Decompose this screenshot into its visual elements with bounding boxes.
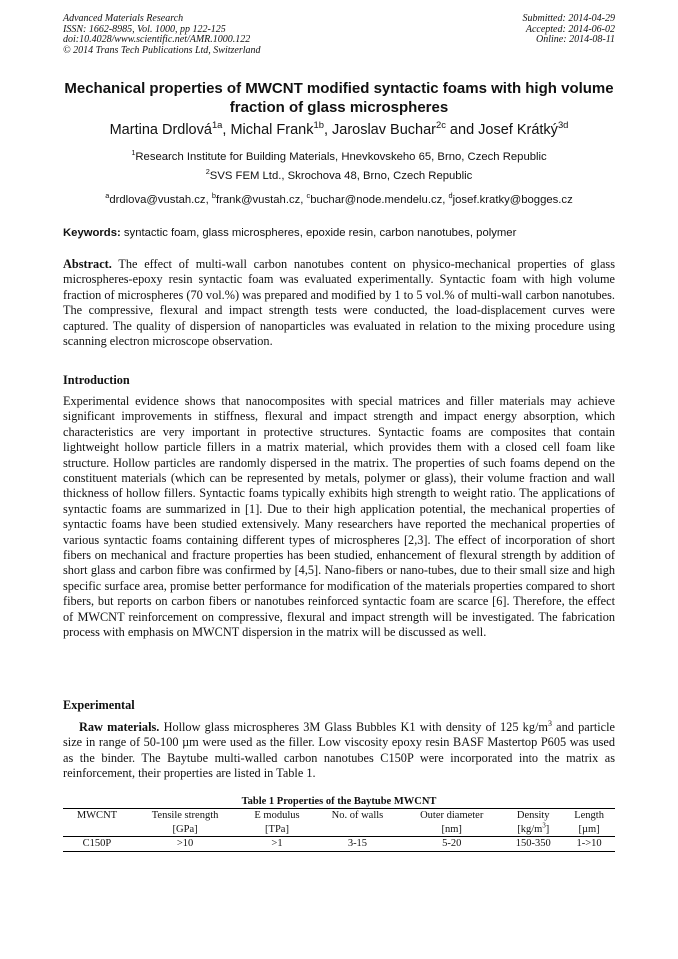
copyright-line: © 2014 Trans Tech Publications Ltd, Switzerland — [63, 44, 261, 56]
raw-materials-text-1: Hollow glass microspheres 3M Glass Bubbles K1 with density of 125 kg/m — [159, 720, 548, 734]
table-unit-cell: [TPa] — [239, 823, 315, 837]
keywords — [63, 226, 615, 240]
author-sup: 2c — [435, 119, 446, 131]
table-cell: 1->10 — [563, 837, 615, 852]
density-unit-end: ] — [545, 823, 550, 835]
experimental-heading: Experimental — [63, 698, 135, 712]
table-unit-cell: [GPa] — [131, 823, 239, 837]
email-sup: b — [211, 191, 216, 201]
table-unit-cell: [µm] — [563, 823, 615, 837]
email-sup: d — [448, 191, 453, 201]
density-unit: [kg/m — [517, 823, 543, 835]
affiliation-sup: 2 — [205, 167, 210, 177]
keywords-text: syntactic foam, glass microspheres, epoxide resin, carbon nanotubes, polymer — [120, 227, 517, 239]
paper-title: Mechanical properties of MWCNT modified syntactic foams with high volume fraction of glass microspheres — [64, 80, 614, 116]
table-header-cell: No. of walls — [315, 809, 400, 823]
table-header-cell: E modulus — [239, 809, 315, 823]
table-cell: 150-350 — [503, 837, 563, 852]
affiliation-text: SVS FEM Ltd., Skrochova 48, Brno, Czech Republic — [209, 170, 473, 182]
author-sup: 3d — [557, 119, 569, 131]
author-sup: 1b — [313, 119, 324, 131]
table-unit-cell — [315, 823, 400, 837]
author-name: Jaroslav Buchar — [332, 122, 436, 138]
abstract-label: Abstract. — [63, 257, 112, 271]
affiliation-sup: 1 — [131, 148, 136, 158]
introduction-heading: Introduction — [63, 373, 130, 387]
author-separator: and — [445, 122, 479, 138]
table-header-cell: Density — [503, 809, 563, 823]
email-sup: a — [105, 191, 110, 201]
doi-line: doi:10.4028/www.scientific.net/AMR.1000.122 — [63, 34, 251, 46]
table-header-cell: Outer diameter — [400, 809, 503, 823]
author-name: Martina Drdlová — [109, 122, 212, 138]
raw-materials-text-2: and particle size in range of 50-100 µm were used as the filler. Low viscosity epoxy resin BASF Mastertop P605 was used as the binder. The Baytube multi-walled carbon nanotubes C150P were incorporated into the matrix as reinforcement, their properties are listed in Table 1. — [63, 720, 615, 781]
table-header-cell: MWCNT — [63, 809, 131, 823]
raw-materials-paragraph — [63, 720, 615, 782]
email-list — [63, 193, 615, 207]
submitted-date: Submitted: 2014-04-29 — [522, 13, 615, 24]
author-separator: , — [222, 122, 231, 138]
author-sup: 1a — [211, 119, 223, 131]
affiliation-1 — [63, 150, 615, 164]
table-header-row — [63, 809, 615, 823]
keywords-label: Keywords: — [63, 227, 121, 239]
table-cell: 5-20 — [400, 837, 503, 852]
table-unit-cell — [63, 823, 131, 837]
email-address: drdlova@vustah.cz, — [109, 194, 212, 206]
issn-line: ISSN: 1662-8985, Vol. 1000, pp 122-125 — [63, 23, 226, 35]
dates-info — [523, 14, 616, 46]
email-address: buchar@node.mendelu.cz, — [310, 194, 449, 206]
table-header-cell: Tensile strength — [131, 809, 239, 823]
author-separator: , — [323, 122, 332, 138]
table-unit-row — [63, 823, 615, 837]
table-unit-cell: [nm] — [400, 823, 503, 837]
author-name: Michal Frank — [230, 122, 314, 138]
table-header-cell: Length — [563, 809, 615, 823]
table-row — [63, 837, 615, 852]
accepted-date: Accepted: 2014-06-02 — [525, 23, 615, 35]
raw-materials-label: Raw materials. — [79, 720, 160, 734]
journal-name: Advanced Materials Research — [63, 13, 184, 24]
table-cell: >10 — [131, 837, 239, 852]
table-caption: Table 1 Properties of the Baytube MWCNT — [241, 796, 437, 807]
abstract-text: The effect of multi-wall carbon nanotubes content on physico-mechanical properties of glass microspheres-epoxy resin syntactic foam was evaluated experimentally. Syntactic foam with high volume fraction of microspheres (70 vol.%) was prepared and modified by 1 to 5 vol.% of multi-wall carbon nanotubes. The compressive, flexural and impact strength tests were conducted, the load-displacement curves were captured. The quality of dispersion of nanoparticles was evaluated in relation to the mixing procedure using scanning electron microscope observation. — [63, 257, 615, 349]
journal-info — [63, 14, 261, 56]
table-cell: C150P — [63, 837, 131, 852]
table-unit-cell — [503, 823, 563, 837]
raw-materials-sup: 3 — [547, 718, 552, 728]
affiliation-2 — [63, 169, 615, 183]
density-unit-sup: 3 — [542, 822, 546, 829]
email-address: frank@vustah.cz, — [215, 194, 307, 206]
email-address: josef.kratky@bogges.cz — [452, 194, 573, 206]
email-sup: c — [306, 191, 311, 201]
affiliation-text: Research Institute for Building Materials, Hnevkovskeho 65, Brno, Czech Republic — [135, 151, 547, 163]
author-list — [63, 121, 615, 140]
author-name: Josef Krátký — [478, 122, 558, 138]
properties-table — [63, 808, 615, 852]
table-cell: 3-15 — [315, 837, 400, 852]
abstract — [63, 257, 615, 349]
table-cell: >1 — [239, 837, 315, 852]
introduction-text: Experimental evidence shows that nanocomposites with special matrices and filler materials may achieve significant improvements in stiffness, flexural and impact strength and impact energy absorption, which characteristics are very important in protective structures. Syntactic foams are composites that contain lightweight hollow particle fillers in a matrix material, which provides them with a closed cell foam like structure. Hollow particles are randomly dispersed in the matrix. The properties of such foams depend on the constituent materials (which can be represented by metals, polymer or glass), their volume fraction and wall thickness of hollow fillers. Syntactic foams typically exhibits high strength to weight ratio. The applications of syntactic foams are summarized in [1]. Due to their high application potential, the mechanical properties of syntactic foams have been studied extensively. Many researchers have reported the mechanical properties of various syntactic foams containing different types of microspheres [2,3]. The effect of incorporation of short fibers on mechanical and fracture properties has been studied, enhancement of flexural strength by addition of short glass and carbon fibre was confirmed by [4,5]. Nano-fibers or nano-tubes, due to their small size and high specific surface area, promise better performance for modification of the materials properties compared to short fibers, but reports on carbon fibers or nanotubes reinforced syntactic foam are scarce [6]. Therefore, the effect of MWCNT reinforcement on compressive, flexural and impact strength will be investigated. The fabrication process with emphasis on MWCNT dispersion in the matrix will be discussed as well. — [63, 394, 615, 640]
online-date: Online: 2014-08-11 — [536, 34, 615, 46]
